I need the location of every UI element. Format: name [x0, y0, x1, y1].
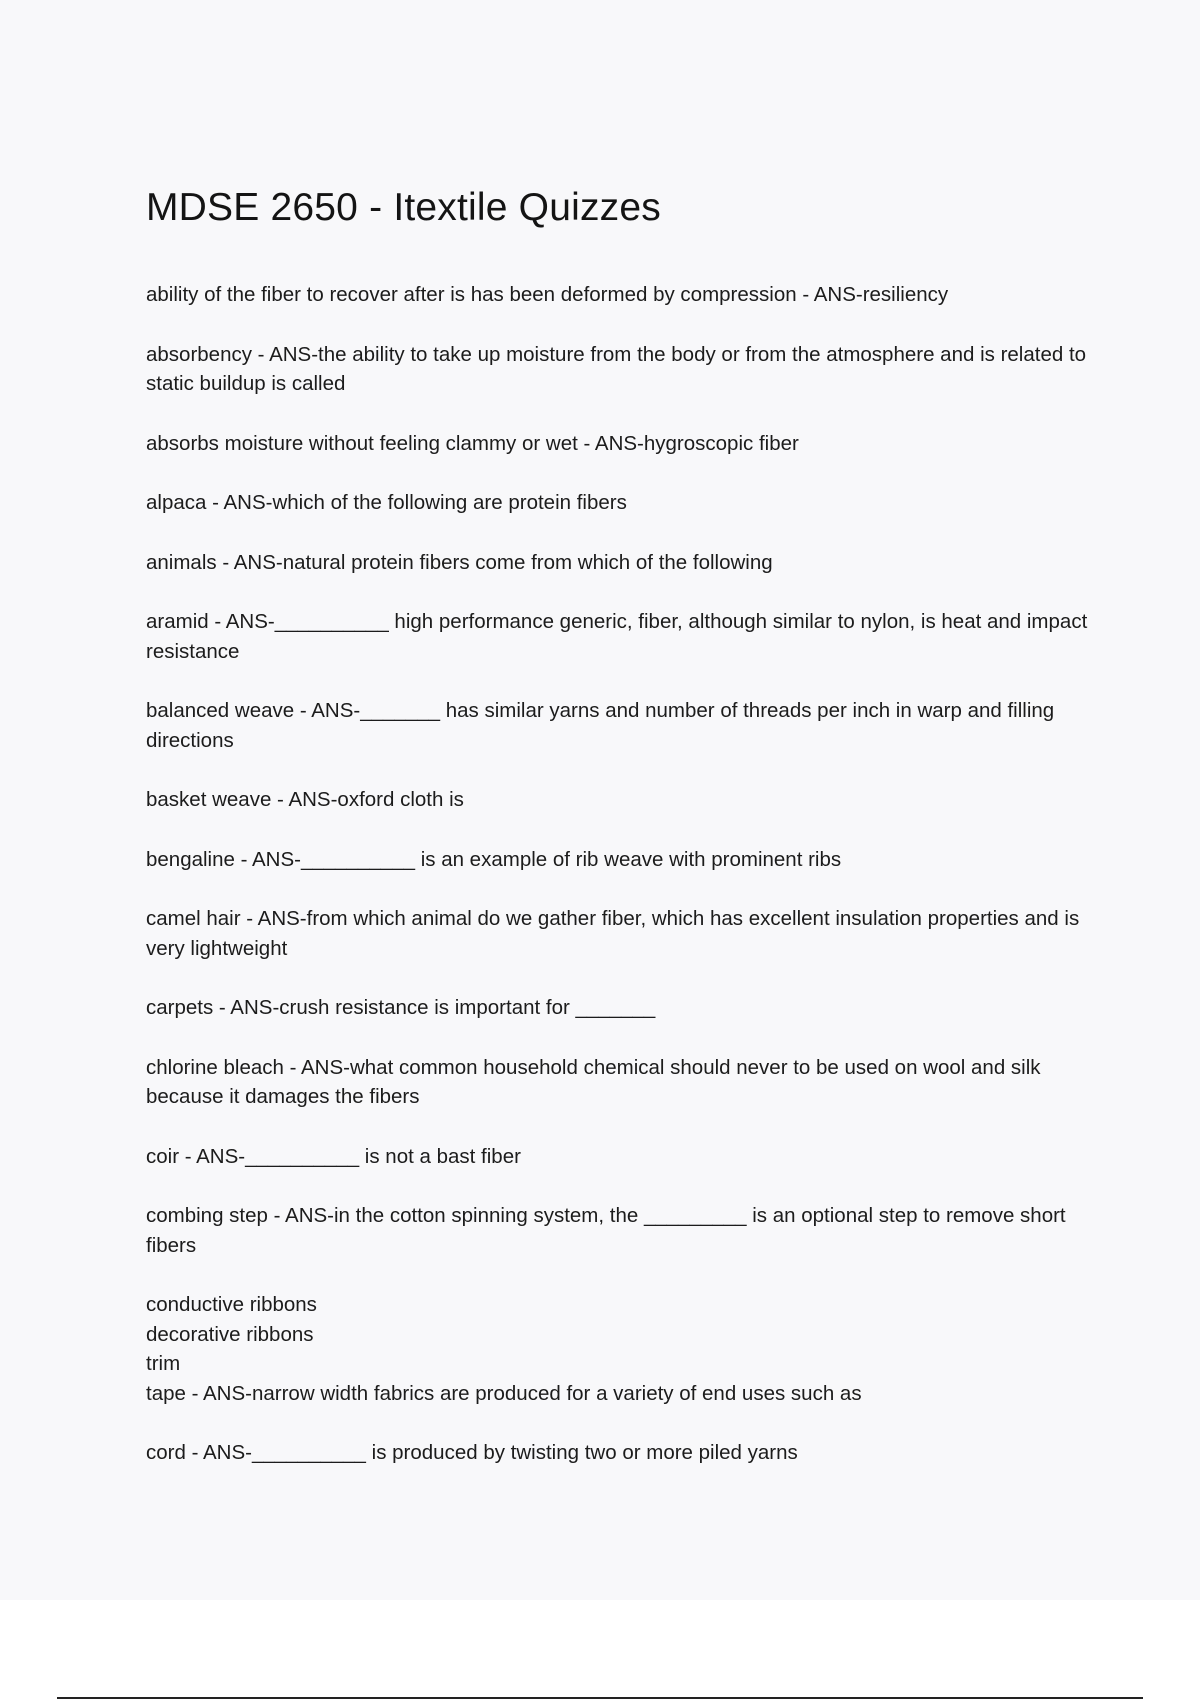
flashcard-entry: ability of the fiber to recover after is has been deformed by compression - ANS-resiliency	[146, 283, 949, 306]
flashcard-entry: balanced weave - ANS-_______ has similar yarns and number of threads per inch in warp and filling directions	[146, 699, 1055, 752]
flashcard-entry: coir - ANS-__________ is not a bast fiber	[146, 1144, 521, 1168]
flashcard-entry: bengaline - ANS-__________ is an example of rib weave with prominent ribs	[146, 847, 842, 871]
flashcard-entry: carpets - ANS-crush resistance is important for _______	[146, 996, 656, 1019]
flashcard-entry: combing step - ANS-in the cotton spinning system, the _________ is an optional step to remove short fibers	[146, 1204, 1066, 1257]
flashcard-entry: cord - ANS-__________ is produced by twisting two or more piled yarns	[146, 1441, 798, 1464]
flashcard-entry: absorbency - ANS-the ability to take up moisture from the body or from the atmosphere and is related to static buildup is called	[146, 342, 1087, 395]
flashcard-entry: alpaca - ANS-which of the following are protein fibers	[146, 491, 627, 514]
page-title: MDSE 2650 - Itextile Quizzes	[146, 186, 661, 229]
flashcard-entry: camel hair - ANS-from which animal do we gather fiber, which has excellent insulation properties and is very lightweight	[146, 907, 1080, 960]
flashcard-entry: chlorine bleach - ANS-what common household chemical should never to be used on wool and silk because it damages the fibers	[146, 1055, 1041, 1108]
footer-divider	[57, 1697, 1143, 1699]
flashcard-entry: animals - ANS-natural protein fibers come from which of the following	[146, 550, 773, 574]
flashcard-entry: basket weave - ANS-oxford cloth is	[146, 788, 464, 811]
flashcard-list	[146, 280, 1096, 1498]
flashcard-entry: conductive ribbons decorative ribbons trim tape - ANS-narrow width fabrics are produced for a variety of end uses such as	[146, 1293, 862, 1405]
flashcard-entry: absorbs moisture without feeling clammy or wet - ANS-hygroscopic fiber	[146, 431, 799, 455]
flashcard-entry: aramid - ANS-__________ high performance generic, fiber, although similar to nylon, is heat and impact resistance	[146, 610, 1088, 663]
